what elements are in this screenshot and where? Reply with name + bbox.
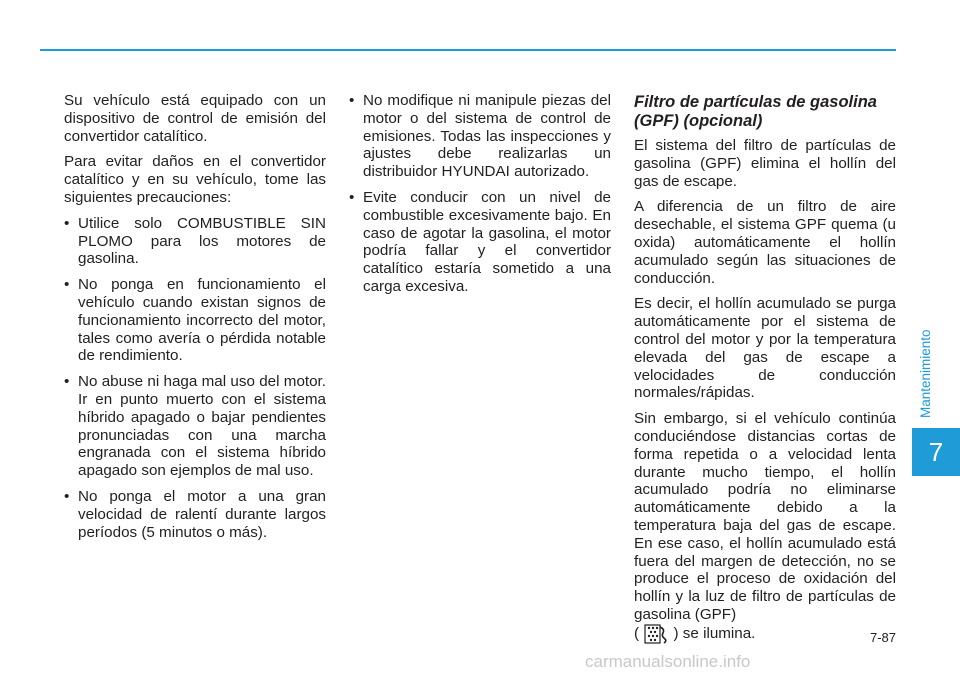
section-side-label: Mantenimiento bbox=[918, 329, 933, 419]
chapter-tab: 7 bbox=[912, 428, 960, 476]
column-left bbox=[64, 92, 326, 549]
precautions-list bbox=[64, 215, 326, 542]
precautions-list-continued bbox=[349, 92, 611, 296]
paragraph-text: Sin embargo, si el vehículo continúa conduciéndose distancias cortas de forma repetida o a velocidad lenta durante mucho tiempo, el hollín acumulado podría no eliminarse automáticamente debido a la temperatura baja del gas de escape. En ese caso, el hollín acumulado está fuera del margen de detección, no se produce el proceso de oxidación del hollín y la luz de filtro de partículas de gasolina (GPF) bbox=[634, 410, 896, 623]
section-title: Filtro de partículas de gasolina (GPF) (opcional) bbox=[634, 93, 877, 130]
list-item: • Evite conducir con un nivel de combustible excesivamente bajo. En caso de agotar la gasolina, el motor podría fallar y el convertidor catalítico estaría sometido a una carga excesiva. bbox=[349, 189, 611, 296]
intro-paragraph: Su vehículo está equipado con un dispositivo de control de emisión del convertidor catalítico. bbox=[64, 92, 326, 145]
list-item: • No ponga el motor a una gran velocidad de ralentí durante largos períodos (5 minutos o más). bbox=[64, 488, 326, 541]
paragraph: Es decir, el hollín acumulado se purga automáticamente por el sistema de control del motor y por la temperatura elevada del gas de escape a velocidades de conducción normales/rápidas. bbox=[634, 295, 896, 402]
list-item: • No ponga en funcionamiento el vehículo cuando existan signos de funcionamiento incorrecto del motor, tales como avería o pérdida notable de rendimiento. bbox=[64, 276, 326, 365]
column-right bbox=[634, 93, 896, 652]
page-number: 7-87 bbox=[869, 630, 896, 645]
column-middle bbox=[349, 92, 611, 304]
list-item: • No modifique ni manipule piezas del motor o del sistema de control de emisiones. Todas las inspecciones y ajustes debe realizarlas un distribuidor HYUNDAI autorizado. bbox=[349, 92, 611, 181]
paragraph-with-icon bbox=[634, 410, 896, 644]
gpf-warning-icon bbox=[643, 624, 669, 644]
watermark: carmanualsonline.info bbox=[585, 652, 751, 671]
paragraph: El sistema del filtro de partículas de gasolina (GPF) elimina el hollín del gas de escape. bbox=[634, 137, 896, 190]
paragraph: A diferencia de un filtro de aire desechable, el sistema GPF quema (u oxida) automáticamente el hollín acumulado según las situaciones de conducción. bbox=[634, 198, 896, 287]
paren-close: ) se ilumina. bbox=[673, 624, 756, 642]
paren-open: ( bbox=[634, 624, 640, 642]
precautions-intro: Para evitar daños en el convertidor catalítico y en su vehículo, tome las siguientes precauciones: bbox=[64, 153, 326, 206]
header-rule bbox=[40, 49, 896, 51]
list-item: • No abuse ni haga mal uso del motor. Ir en punto muerto con el sistema híbrido apagado o bajar pendientes pronunciadas con una marcha engranada con el sistema híbrido apagado son ejemplos de mal uso. bbox=[64, 373, 326, 480]
list-item: • Utilice solo COMBUSTIBLE SIN PLOMO para los motores de gasolina. bbox=[64, 215, 326, 268]
